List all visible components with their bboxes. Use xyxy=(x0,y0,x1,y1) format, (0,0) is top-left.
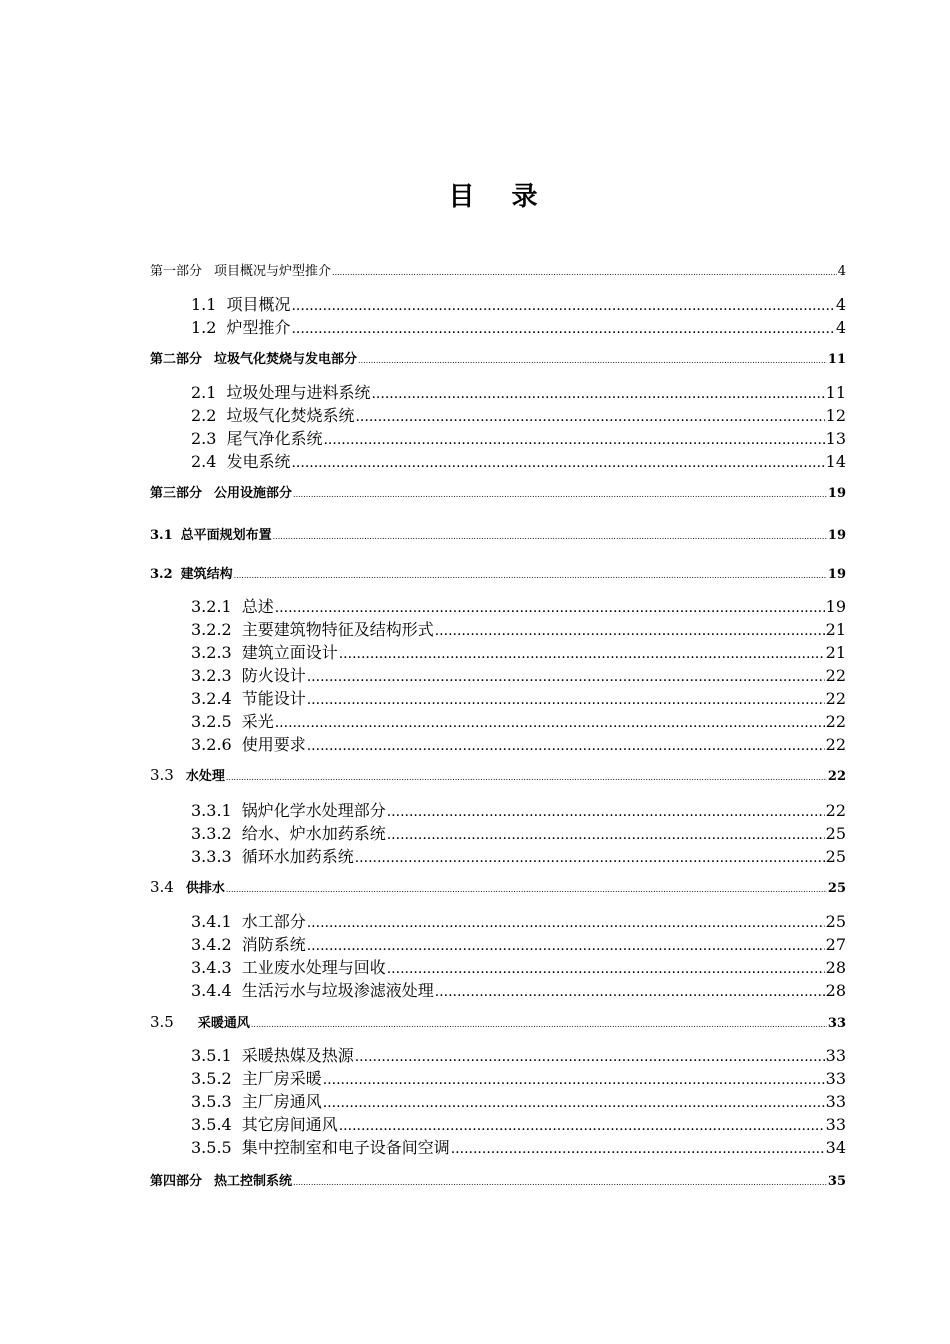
toc-page-number: 22 xyxy=(825,689,846,708)
toc-leader xyxy=(293,486,827,501)
toc-page-number: 35 xyxy=(827,1174,846,1189)
toc-number: 3.5.1 xyxy=(191,1046,232,1065)
toc-entry-1-2[interactable] xyxy=(191,315,846,338)
toc-leader xyxy=(307,689,825,708)
toc-entry-3-4[interactable] xyxy=(150,877,846,896)
toc-entry-3-4-4[interactable] xyxy=(191,978,846,1001)
toc-entry-2-3[interactable] xyxy=(191,426,846,449)
toc-title: 集中控制室和电子设备间空调 xyxy=(241,1138,450,1157)
toc-number: 2.3 xyxy=(191,429,217,448)
toc-title: 水工部分 xyxy=(241,912,306,931)
toc-title: 总述 xyxy=(241,597,274,616)
toc-title: 消防系统 xyxy=(241,935,306,954)
toc-leader xyxy=(273,528,827,543)
toc-entry-3-2-3b[interactable] xyxy=(191,663,846,686)
toc-leader xyxy=(291,452,824,471)
toc-entry-3-2-2[interactable] xyxy=(191,617,846,640)
toc-number: 3.2.3 xyxy=(191,666,232,685)
toc-title: 项目概况与炉型推介 xyxy=(214,264,332,279)
toc-entry-part-1[interactable] xyxy=(150,260,846,279)
toc-number: 3.5.2 xyxy=(191,1069,232,1088)
toc-title: 热工控制系统 xyxy=(214,1174,293,1189)
toc-number: 3.4 xyxy=(150,878,174,896)
toc-entry-2-4[interactable] xyxy=(191,449,846,472)
toc-leader xyxy=(226,769,827,784)
toc-leader xyxy=(387,824,825,843)
toc-title: 给水、炉水加药系统 xyxy=(241,824,386,843)
toc-title: 循环水加药系统 xyxy=(241,847,354,866)
toc-number: 1.2 xyxy=(191,318,217,337)
toc-leader xyxy=(226,881,827,896)
toc-leader xyxy=(234,567,827,582)
toc-number: 3.5 xyxy=(150,1013,174,1031)
toc-leader xyxy=(387,801,825,820)
toc-page-number: 22 xyxy=(827,769,846,784)
toc-page-number: 27 xyxy=(825,935,846,954)
toc-page-number: 25 xyxy=(827,881,846,896)
toc-number: 3.3 xyxy=(150,766,174,784)
toc-leader xyxy=(323,1069,825,1088)
toc-title: 其它房间通风 xyxy=(241,1115,338,1134)
toc-page-number: 4 xyxy=(835,295,846,314)
toc-entry-3-3-2[interactable] xyxy=(191,821,846,844)
toc-page-number: 11 xyxy=(827,352,846,367)
toc-leader xyxy=(291,295,834,314)
toc-title: 建筑立面设计 xyxy=(241,643,338,662)
toc-entry-3-2-6[interactable] xyxy=(191,732,846,755)
toc-entry-3-3[interactable] xyxy=(150,765,846,784)
toc-title: 垃圾气化焚烧与发电部分 xyxy=(214,352,358,367)
toc-leader xyxy=(307,735,825,754)
toc-title: 垃圾处理与进料系统 xyxy=(226,383,371,402)
toc-leader xyxy=(323,429,824,448)
toc-page-number: 33 xyxy=(825,1115,846,1134)
toc-title: 生活污水与垃圾渗滤液处理 xyxy=(241,981,434,1000)
toc-page-number: 22 xyxy=(825,735,846,754)
toc-leader xyxy=(355,1046,825,1065)
toc-number: 2.4 xyxy=(191,452,217,471)
toc-leader xyxy=(275,712,825,731)
toc-number: 第四部分 xyxy=(150,1174,203,1189)
toc-entry-part-4[interactable] xyxy=(150,1170,846,1189)
toc-title: 垃圾气化焚烧系统 xyxy=(226,406,355,425)
toc-number: 3.3.1 xyxy=(191,801,232,820)
toc-entry-part-2[interactable] xyxy=(150,348,846,367)
toc-page-number: 25 xyxy=(825,824,846,843)
toc-title: 防火设计 xyxy=(241,666,306,685)
toc-number: 第一部分 xyxy=(150,264,203,279)
toc-title: 采暖热媒及热源 xyxy=(241,1046,354,1065)
toc-title: 主厂房采暖 xyxy=(241,1069,322,1088)
toc-page-number: 22 xyxy=(825,801,846,820)
toc-entry-3-5-4[interactable] xyxy=(191,1112,846,1135)
toc-page-number: 33 xyxy=(825,1069,846,1088)
toc-entry-3-5-2[interactable] xyxy=(191,1066,846,1089)
toc-page-number: 19 xyxy=(825,597,846,616)
toc-entry-3-3-3[interactable] xyxy=(191,844,846,867)
toc-entry-3-1[interactable] xyxy=(150,524,846,543)
toc-number: 第三部分 xyxy=(150,486,203,501)
toc-page-number: 4 xyxy=(837,264,846,279)
toc-leader xyxy=(435,620,825,639)
toc-entry-3-4-2[interactable] xyxy=(191,932,846,955)
toc-number: 第二部分 xyxy=(150,352,203,367)
toc-entry-3-4-1[interactable] xyxy=(191,909,846,932)
toc-page-number: 22 xyxy=(825,712,846,731)
toc-leader xyxy=(307,912,825,931)
toc-page-number: 19 xyxy=(827,567,846,582)
toc-title: 采光 xyxy=(241,712,274,731)
toc-leader xyxy=(307,666,825,685)
toc-entry-3-2[interactable] xyxy=(150,563,846,582)
toc-entry-part-3[interactable] xyxy=(150,482,846,501)
toc-leader xyxy=(387,958,825,977)
toc-entry-3-5-1[interactable] xyxy=(191,1043,846,1066)
toc-title: 采暖通风 xyxy=(197,1016,250,1031)
toc-number: 3.2.6 xyxy=(191,735,232,754)
toc-page-number: 21 xyxy=(825,620,846,639)
toc-page-number: 21 xyxy=(825,643,846,662)
toc-leader xyxy=(339,1115,825,1134)
toc-entry-3-5-3[interactable] xyxy=(191,1089,846,1112)
toc-entry-3-3-1[interactable] xyxy=(191,798,846,821)
toc-title: 供排水 xyxy=(185,881,225,896)
toc-page-number: 19 xyxy=(827,486,846,501)
toc-number: 3.2.5 xyxy=(191,712,232,731)
toc-page-number: 25 xyxy=(825,912,846,931)
toc-number: 3.2.1 xyxy=(191,597,232,616)
toc-number: 2.2 xyxy=(191,406,217,425)
toc-entry-3-2-5[interactable] xyxy=(191,709,846,732)
toc-number: 3.2.4 xyxy=(191,689,232,708)
toc-title: 公用设施部分 xyxy=(214,486,293,501)
toc-leader xyxy=(451,1138,825,1157)
toc-entry-3-5[interactable] xyxy=(150,1012,846,1031)
toc-page-number: 28 xyxy=(825,958,846,977)
toc-leader xyxy=(332,264,837,279)
toc-number: 3.2 xyxy=(150,567,173,582)
toc-number: 3.3.3 xyxy=(191,847,232,866)
toc-leader xyxy=(275,597,825,616)
toc-page-number: 4 xyxy=(835,318,846,337)
toc-page-number: 33 xyxy=(825,1092,846,1111)
toc-page-number: 22 xyxy=(825,666,846,685)
toc-page-number: 33 xyxy=(827,1016,846,1031)
toc-entry-2-2[interactable] xyxy=(191,403,846,426)
toc-title: 尾气净化系统 xyxy=(226,429,323,448)
toc-number: 3.2.2 xyxy=(191,620,232,639)
page-title: 目 录 xyxy=(448,182,552,212)
toc-entry-3-5-5[interactable] xyxy=(191,1135,846,1158)
toc-title: 使用要求 xyxy=(241,735,306,754)
toc-number: 3.4.2 xyxy=(191,935,232,954)
toc-leader xyxy=(358,352,827,367)
toc-number: 3.2.3 xyxy=(191,643,232,662)
toc-leader xyxy=(293,1174,827,1189)
toc-title: 主要建筑物特征及结构形式 xyxy=(241,620,434,639)
toc-page-number: 13 xyxy=(825,429,846,448)
toc-entry-3-4-3[interactable] xyxy=(191,955,846,978)
toc-page-number: 12 xyxy=(825,406,846,425)
toc-title: 主厂房通风 xyxy=(241,1092,322,1111)
toc-number: 1.1 xyxy=(191,295,217,314)
toc-entry-3-2-4[interactable] xyxy=(191,686,846,709)
toc-entry-2-1[interactable] xyxy=(191,380,846,403)
toc-number: 3.4.3 xyxy=(191,958,232,977)
toc-leader xyxy=(291,318,834,337)
toc-page-number: 19 xyxy=(827,528,846,543)
toc-leader xyxy=(435,981,825,1000)
toc-leader xyxy=(339,643,825,662)
toc-number: 3.5.5 xyxy=(191,1138,232,1157)
toc-page-number: 28 xyxy=(825,981,846,1000)
toc-page-number: 25 xyxy=(825,847,846,866)
toc-number: 3.5.3 xyxy=(191,1092,232,1111)
toc-page-number: 34 xyxy=(825,1138,846,1157)
toc-entry-1-1[interactable] xyxy=(191,292,846,315)
toc-title: 锅炉化学水处理部分 xyxy=(241,801,386,820)
toc-number: 3.3.2 xyxy=(191,824,232,843)
toc-title: 发电系统 xyxy=(226,452,291,471)
toc-leader xyxy=(371,383,824,402)
toc-title: 项目概况 xyxy=(226,295,291,314)
toc-number: 3.5.4 xyxy=(191,1115,232,1134)
toc-leader xyxy=(323,1092,825,1111)
toc-page-number: 33 xyxy=(825,1046,846,1065)
toc-title: 水处理 xyxy=(185,769,225,784)
toc-title: 炉型推介 xyxy=(226,318,291,337)
toc-leader xyxy=(307,935,825,954)
toc-leader xyxy=(355,406,824,425)
toc-page-number: 11 xyxy=(825,383,846,402)
toc-leader xyxy=(355,847,825,866)
toc-entry-3-2-1[interactable] xyxy=(191,594,846,617)
toc-leader xyxy=(251,1016,827,1031)
toc-title: 工业废水处理与回收 xyxy=(241,958,386,977)
toc-title: 节能设计 xyxy=(241,689,306,708)
toc-page-number: 14 xyxy=(825,452,846,471)
toc-title: 建筑结构 xyxy=(180,567,233,582)
toc-number: 3.1 xyxy=(150,528,173,543)
toc-title: 总平面规划布置 xyxy=(180,528,272,543)
toc-number: 3.4.1 xyxy=(191,912,232,931)
toc-entry-3-2-3a[interactable] xyxy=(191,640,846,663)
toc-number: 3.4.4 xyxy=(191,981,232,1000)
toc-number: 2.1 xyxy=(191,383,217,402)
